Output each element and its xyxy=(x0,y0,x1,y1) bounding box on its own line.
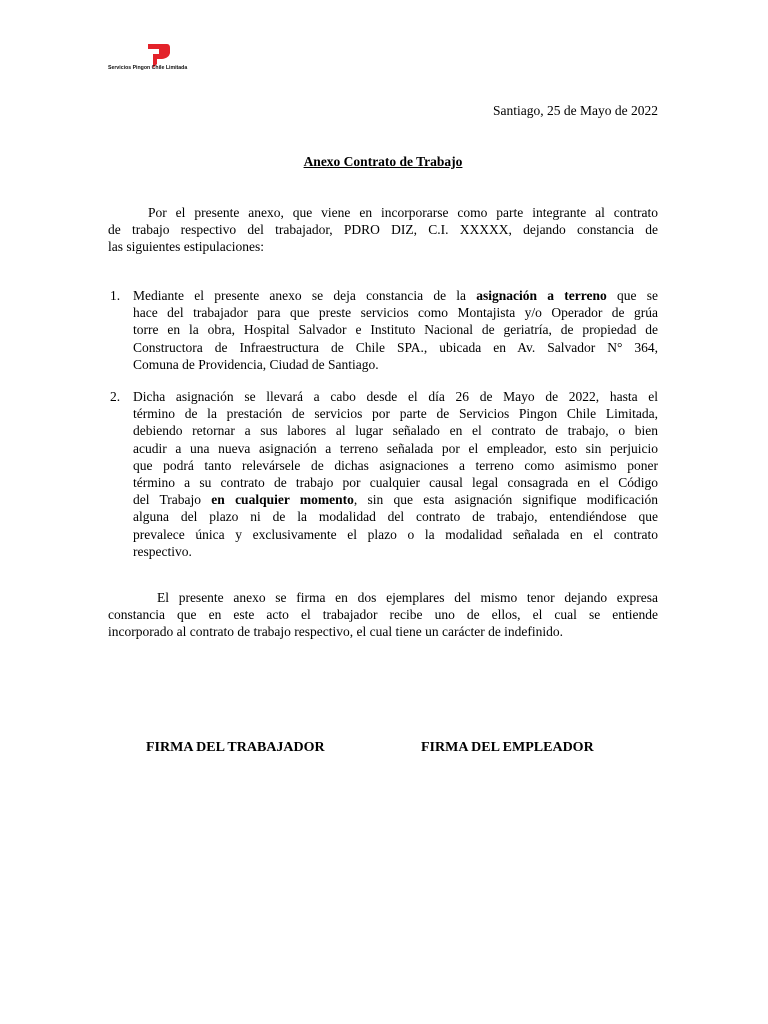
text-segment: del Trabajo xyxy=(133,492,212,508)
text-segment: Mediante el presente anexo se deja constancia de la xyxy=(133,288,477,303)
list-item-line: debiendo retornar a sus labores al lugar señalado en el contrato de trabajo, o bien xyxy=(133,423,658,439)
closing-paragraph xyxy=(108,589,658,641)
document-title: Anexo Contrato de Trabajo xyxy=(303,154,463,169)
list-item-line: respectivo. xyxy=(133,543,192,559)
bold-text-segment: asignación a terreno xyxy=(476,288,607,303)
closing-line: incorporado al contrato de trabajo respectivo, el cual tiene un carácter de indefinido. xyxy=(108,624,564,640)
worker-signature-label: FIRMA DEL TRABAJADOR xyxy=(146,740,325,755)
closing-line: El presente anexo se firma en dos ejemplares del mismo tenor dejando expresa xyxy=(157,590,658,605)
intro-line: de trabajo respectivo del trabajador, PDRO DIZ, C.I. XXXXX, dejando constancia de xyxy=(108,222,658,238)
list-item-line xyxy=(133,287,658,304)
employer-signature-label: FIRMA DEL EMPLEADOR xyxy=(421,740,594,755)
text-segment: , sin que esta asignación signifique modificación xyxy=(353,492,658,508)
list-item-line xyxy=(133,491,658,508)
text-segment: que se xyxy=(606,288,658,303)
list-item xyxy=(133,287,658,373)
list-number: 2. xyxy=(110,389,121,404)
list-item-line: término a su contrato de trabajo por cualquier causal legal consagrada en el Código xyxy=(133,474,658,490)
intro-paragraph xyxy=(108,204,658,256)
list-item xyxy=(133,388,658,560)
intro-line: las siguientes estipulaciones: xyxy=(108,239,264,255)
closing-line: constancia que en este acto el trabajador recibe uno de ellos, el cual se entiende xyxy=(108,607,658,623)
list-item-line: término de la prestación de servicios por parte de Servicios Pingon Chile Limitada, xyxy=(133,406,658,422)
list-item-line: que podrá tanto relevársele de dichas asignaciones a terreno como asimismo poner xyxy=(133,457,658,473)
list-item-line: alguna del plazo ni de la modalidad del contrato de trabajo, entendiéndose que xyxy=(133,509,658,525)
list-item-line: acudir a una nueva asignación a terreno señalada por el empleador, esto sin perjuicio xyxy=(133,440,658,456)
document-date: Santiago, 25 de Mayo de 2022 xyxy=(493,103,658,118)
list-item-line: Constructora de Infraestructura de Chile SPA., ubicada en Av. Salvador N° 364, xyxy=(133,339,658,355)
list-item-line: Dicha asignación se llevará a cabo desde el día 26 de Mayo de 2022, hasta el xyxy=(133,389,658,404)
list-item-line: torre en la obra, Hospital Salvador e Instituto Nacional de geriatría, de propiedad de xyxy=(133,322,658,338)
bold-text-segment: en cualquier momento xyxy=(211,492,354,508)
list-item-line: prevalece única y exclusivamente el plazo o la modalidad señalada en el contrato xyxy=(133,526,658,542)
list-number: 1. xyxy=(110,288,121,303)
company-name: Servicios Pingon Chile Limitada xyxy=(108,65,188,71)
list-item-line: Comuna de Providencia, Ciudad de Santiago. xyxy=(133,356,379,372)
list-item-line: hace del trabajador para que preste servicios como Montajista y/o Operador de grúa xyxy=(133,305,658,321)
intro-line: Por el presente anexo, que viene en incorporarse como parte integrante al contrato xyxy=(148,205,658,220)
